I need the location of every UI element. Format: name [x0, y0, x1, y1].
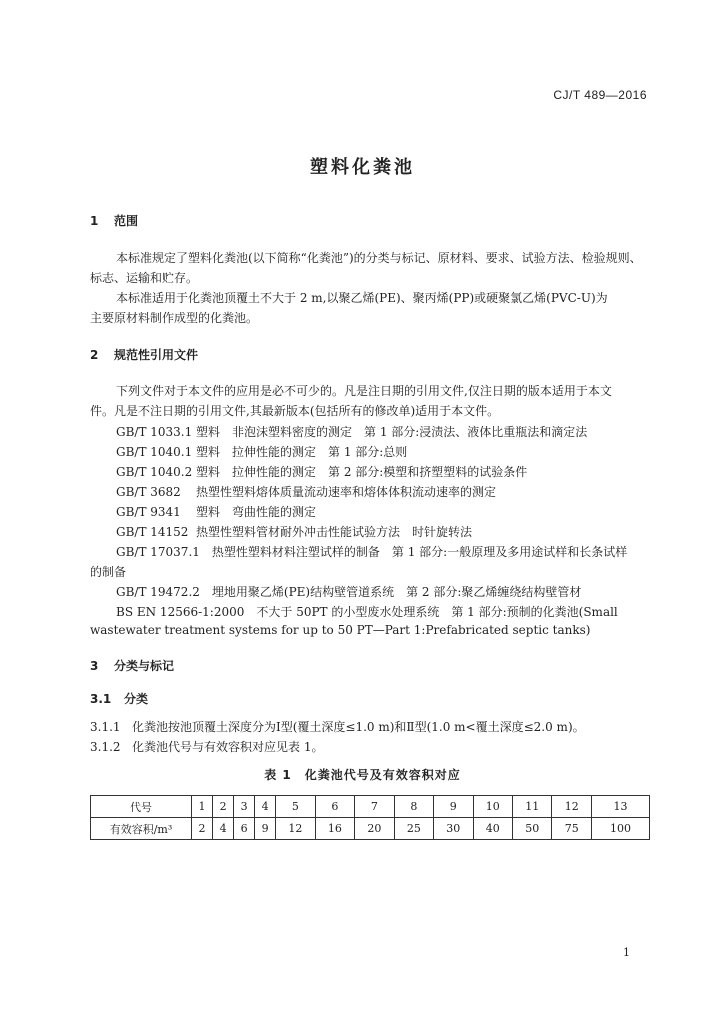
table-row — [91, 818, 650, 840]
table-caption: 表 1 化粪池代号及有效容积对应 — [264, 768, 461, 782]
references-intro-line-1: 下列文件对于本文件的应用是必不可少的。凡是注日期的引用文件,仅注日期的版本适用于本文 — [116, 384, 612, 398]
reference-item — [116, 483, 496, 500]
table-cell-volume: 20 — [355, 818, 394, 840]
table-cell-code: 10 — [473, 796, 512, 818]
table-cell-volume: 30 — [434, 818, 473, 840]
reference-item — [116, 423, 587, 440]
clause-number: 3.1.2 — [90, 740, 121, 754]
reference-code: GB/T 14152 — [116, 525, 189, 539]
reference-title: 热塑性塑料熔体质量流动速率和熔体体积流动速率的测定 — [196, 485, 497, 499]
table-cell-code: 4 — [255, 796, 276, 818]
table-cell-code: 8 — [394, 796, 433, 818]
section-title: 分类与标记 — [114, 659, 175, 673]
section-number: 2 — [90, 348, 99, 362]
document-title: 塑料化粪池 — [310, 157, 415, 178]
clause-number: 3.1.1 — [90, 720, 121, 734]
table-cell-code: 3 — [234, 796, 255, 818]
table-cell-volume: 12 — [276, 818, 315, 840]
table-cell-code: 5 — [276, 796, 315, 818]
row-header-code: 代号 — [91, 796, 192, 818]
table-cell-volume: 4 — [213, 818, 234, 840]
reference-item-17037-line-1: GB/T 17037.1 热塑性塑料材料注塑试样的制备 第 1 部分:一般原理及多用途试样和长条试样 — [116, 545, 628, 559]
subsection-number: 3.1 — [90, 692, 112, 706]
table-cell-code: 6 — [315, 796, 354, 818]
clause-3-1-2 — [90, 738, 323, 755]
table-row — [91, 796, 650, 818]
clause-3-1-1 — [90, 718, 585, 735]
reference-code: GB/T 1040.2 — [116, 465, 193, 479]
table-cell-code: 13 — [591, 796, 649, 818]
scope-paragraph-1-line-2: 标志、运输和贮存。 — [90, 271, 199, 285]
table-cell-volume: 50 — [513, 818, 552, 840]
scope-paragraph-2-line-1: 本标准适用于化粪池顶覆土不大于 2 m,以聚乙烯(PE)、聚丙烯(PP)或硬聚氯乙烯(PVC-U)为 — [116, 291, 608, 305]
reference-item — [116, 443, 407, 460]
reference-item-bs-en-line-2: wastewater treatment systems for up to 50 PT—Part 1:Prefabricated septic tanks) — [90, 623, 591, 637]
row-header-volume: 有效容积/m³ — [91, 818, 192, 840]
table-cell-code: 7 — [355, 796, 394, 818]
clause-text: 化粪池按池顶覆土深度分为Ⅰ型(覆土深度≤1.0 m)和Ⅱ型(1.0 m<覆土深度≤2.0 m)。 — [132, 720, 585, 734]
standard-number: CJ/T 489—2016 — [553, 88, 647, 102]
reference-item-19472: GB/T 19472.2 埋地用聚乙烯(PE)结构壁管道系统 第 2 部分:聚乙烯缠绕结构壁管材 — [116, 585, 582, 599]
table-cell-volume: 75 — [552, 818, 591, 840]
reference-item-17037-line-2: 的制备 — [90, 565, 127, 579]
table-cell-volume: 40 — [473, 818, 512, 840]
septic-tank-volume-table — [90, 795, 650, 840]
table-cell-code: 11 — [513, 796, 552, 818]
subsection-3-1-heading — [90, 690, 148, 707]
reference-title: 塑料 拉伸性能的测定 第 2 部分:模塑和挤塑塑料的试验条件 — [196, 465, 528, 479]
reference-code: GB/T 1040.1 — [116, 445, 193, 459]
section-number: 3 — [90, 659, 99, 673]
table-cell-code: 2 — [213, 796, 234, 818]
reference-title: 塑料 弯曲性能的测定 — [196, 505, 317, 519]
reference-item — [116, 503, 316, 520]
reference-item — [116, 523, 472, 540]
section-3-heading — [90, 657, 174, 674]
reference-code: GB/T 1033.1 — [116, 425, 193, 439]
reference-title: 热塑性塑料管材耐外冲击性能试验方法 时针旋转法 — [196, 525, 473, 539]
section-1-heading — [90, 212, 138, 229]
table-cell-volume: 6 — [234, 818, 255, 840]
table-cell-code: 1 — [192, 796, 213, 818]
table-cell-code: 12 — [552, 796, 591, 818]
reference-code: GB/T 9341 — [116, 505, 181, 519]
subsection-title: 分类 — [124, 692, 149, 706]
reference-title: 塑料 非泡沫塑料密度的测定 第 1 部分:浸渍法、液体比重瓶法和滴定法 — [196, 425, 588, 439]
reference-item-bs-en-line-1: BS EN 12566-1:2000 不大于 50PT 的小型废水处理系统 第 1 部分:预制的化粪池(Small — [116, 605, 618, 619]
section-title: 范围 — [114, 214, 139, 228]
reference-item — [116, 463, 527, 480]
table-cell-volume: 16 — [315, 818, 354, 840]
section-number: 1 — [90, 214, 99, 228]
table-cell-code: 9 — [434, 796, 473, 818]
scope-paragraph-2-line-2: 主要原材料制作成型的化粪池。 — [90, 311, 259, 325]
table-cell-volume: 2 — [192, 818, 213, 840]
table-cell-volume: 9 — [255, 818, 276, 840]
page-number: 1 — [623, 946, 630, 959]
section-2-heading — [90, 346, 198, 363]
section-title: 规范性引用文件 — [114, 348, 199, 362]
reference-code: GB/T 3682 — [116, 485, 181, 499]
references-intro-line-2: 件。凡是不注日期的引用文件,其最新版本(包括所有的修改单)适用于本文件。 — [90, 404, 500, 418]
table-cell-volume: 100 — [591, 818, 649, 840]
clause-text: 化粪池代号与有效容积对应见表 1。 — [132, 740, 324, 754]
table-cell-volume: 25 — [394, 818, 433, 840]
reference-title: 塑料 拉伸性能的测定 第 1 部分:总则 — [196, 445, 408, 459]
scope-paragraph-1-line-1: 本标准规定了塑料化粪池(以下简称“化粪池”)的分类与标记、原材料、要求、试验方法、检验规则、 — [116, 251, 642, 265]
